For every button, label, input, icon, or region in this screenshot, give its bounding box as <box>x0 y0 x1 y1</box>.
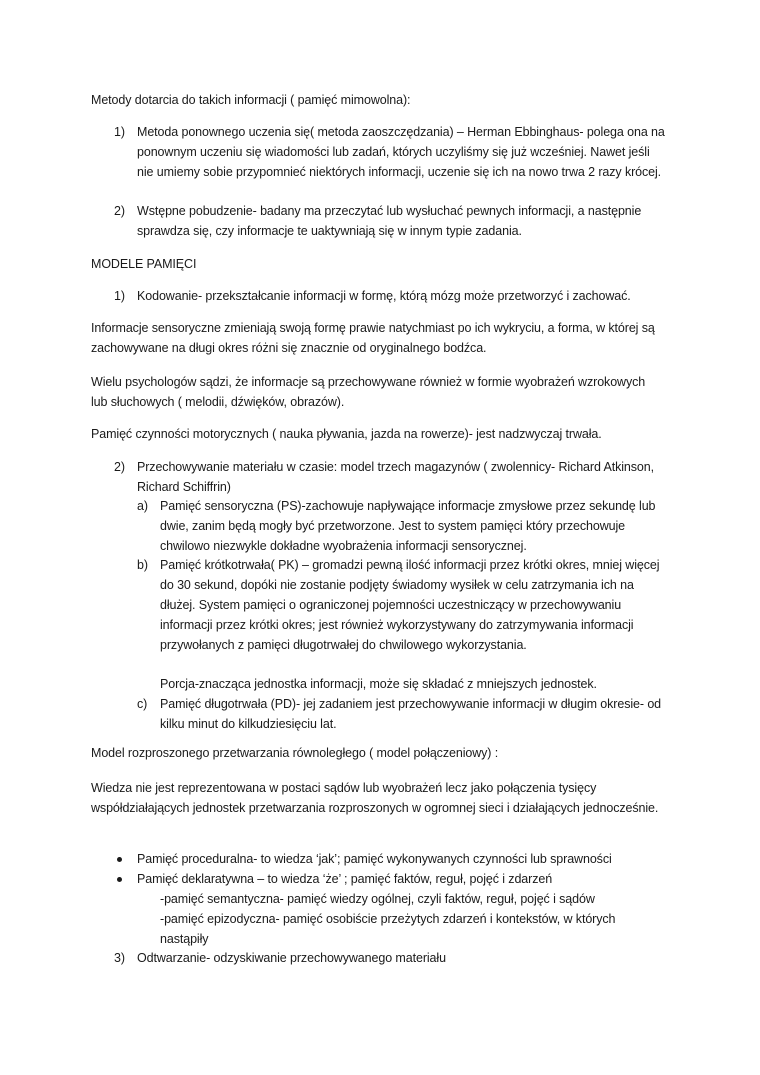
intro-heading: Metody dotarcia do takich informacji ( pamięć mimowolna): <box>91 93 411 107</box>
model-list-number: 2) <box>114 460 125 474</box>
paragraph: Informacje sensoryczne zmieniają swoją formę prawie natychmiast po ich wykryciu, a forma, w której są zachowywane na długi okres różni się znacznie od oryginalnego bodźca. <box>91 321 655 355</box>
paragraph: Model rozproszonego przetwarzania równoległego ( model połączeniowy) : <box>91 746 499 760</box>
intro-list-number: 2) <box>114 204 125 218</box>
model-list-number: 3) <box>114 951 125 965</box>
bullet-subitem: -pamięć epizodyczna- pamięć osobiście przeżytych zdarzeń i kontekstów, w których nastąpiły <box>160 912 616 946</box>
sub-list-letter: c) <box>137 697 148 711</box>
paragraph: Wiedza nie jest reprezentowana w postaci sądów lub wyobrażeń lecz jako połączenia tysięcy współdziałających jednostek przetwarzania rozproszonych w ogromnej sieci i działających jednocześnie. <box>91 781 659 815</box>
model-list-item: Przechowywanie materiału w czasie: model trzech magazynów ( zwolennicy- Richard Atkinson, Richard Schiffrin) <box>137 460 655 494</box>
bullet-item: Pamięć proceduralna- to wiedza ‘jak’; pamięć wykonywanych czynności lub sprawności <box>137 852 612 866</box>
bullet-icon <box>117 857 122 862</box>
sub-list-letter: a) <box>137 499 148 513</box>
sub-list-item: Pamięć długotrwała (PD)- jej zadaniem jest przechowywanie informacji w długim okresie- od kilku minut do kilkudziesięciu lat. <box>160 697 662 731</box>
intro-list-item: Wstępne pobudzenie- badany ma przeczytać lub wysłuchać pewnych informacji, a następnie sprawdza się, czy informacje te uaktywniają się w innym typie zadania. <box>137 204 642 238</box>
paragraph: Wielu psychologów sądzi, że informacje są przechowywane również w formie wyobrażeń wzrokowych lub słuchowych ( melodii, dźwięków, obrazów). <box>91 375 646 409</box>
sub-list-note: Porcja-znacząca jednostka informacji, może się składać z mniejszych jednostek. <box>160 677 597 691</box>
intro-list-number: 1) <box>114 125 125 139</box>
model-list-item: Odtwarzanie- odzyskiwanie przechowywanego materiału <box>137 951 446 965</box>
intro-list-item: Metoda ponownego uczenia się( metoda zaoszczędzania) – Herman Ebbinghaus- polega ona na ponownym uczeniu się wiadomości lub zadań, których uczyliśmy się już wcześniej. Nawet jeśli nie umiemy sobie przypomnieć niektórych informacji, uczenie się ich na nowo trwa 2 razy krócej. <box>137 125 665 179</box>
section-title: MODELE PAMIĘCI <box>91 257 197 271</box>
sub-list-item: Pamięć sensoryczna (PS)-zachowuje napływające informacje zmysłowe przez sekundę lub dwie, zanim będą mogły być przetworzone. Jest to system pamięci który przechowuje chwilowo niezwykle dokładne wyobrażenia informacji sensorycznej. <box>160 499 656 553</box>
bullet-subitem: -pamięć semantyczna- pamięć wiedzy ogólnej, czyli faktów, reguł, pojęć i sądów <box>160 892 595 906</box>
bullet-item: Pamięć deklaratywna – to wiedza ‘że’ ; pamięć faktów, reguł, pojęć i zdarzeń <box>137 872 553 886</box>
sub-list-letter: b) <box>137 558 148 572</box>
bullet-icon <box>117 877 122 882</box>
model-list-number: 1) <box>114 289 125 303</box>
sub-list-item: Pamięć krótkotrwała( PK) – gromadzi pewną ilość informacji przez krótki okres, mniej więcej do 30 sekund, dopóki nie zostanie podjęty świadomy wysiłek w celu zatrzymania ich na dłużej. System pamięci o ograniczonej pojemności uczestniczący w przechowywaniu informacji przez krótki okres; jest również wykorzystywany do zatrzymywania informacji przywołanych z pamięci długotrwałej do chwilowego wykorzystania. <box>160 558 660 652</box>
model-list-item: Kodowanie- przekształcanie informacji w formę, którą mózg może przetworzyć i zachować. <box>137 289 631 303</box>
paragraph: Pamięć czynności motorycznych ( nauka pływania, jazda na rowerze)- jest nadzwyczaj trwała. <box>91 427 602 441</box>
